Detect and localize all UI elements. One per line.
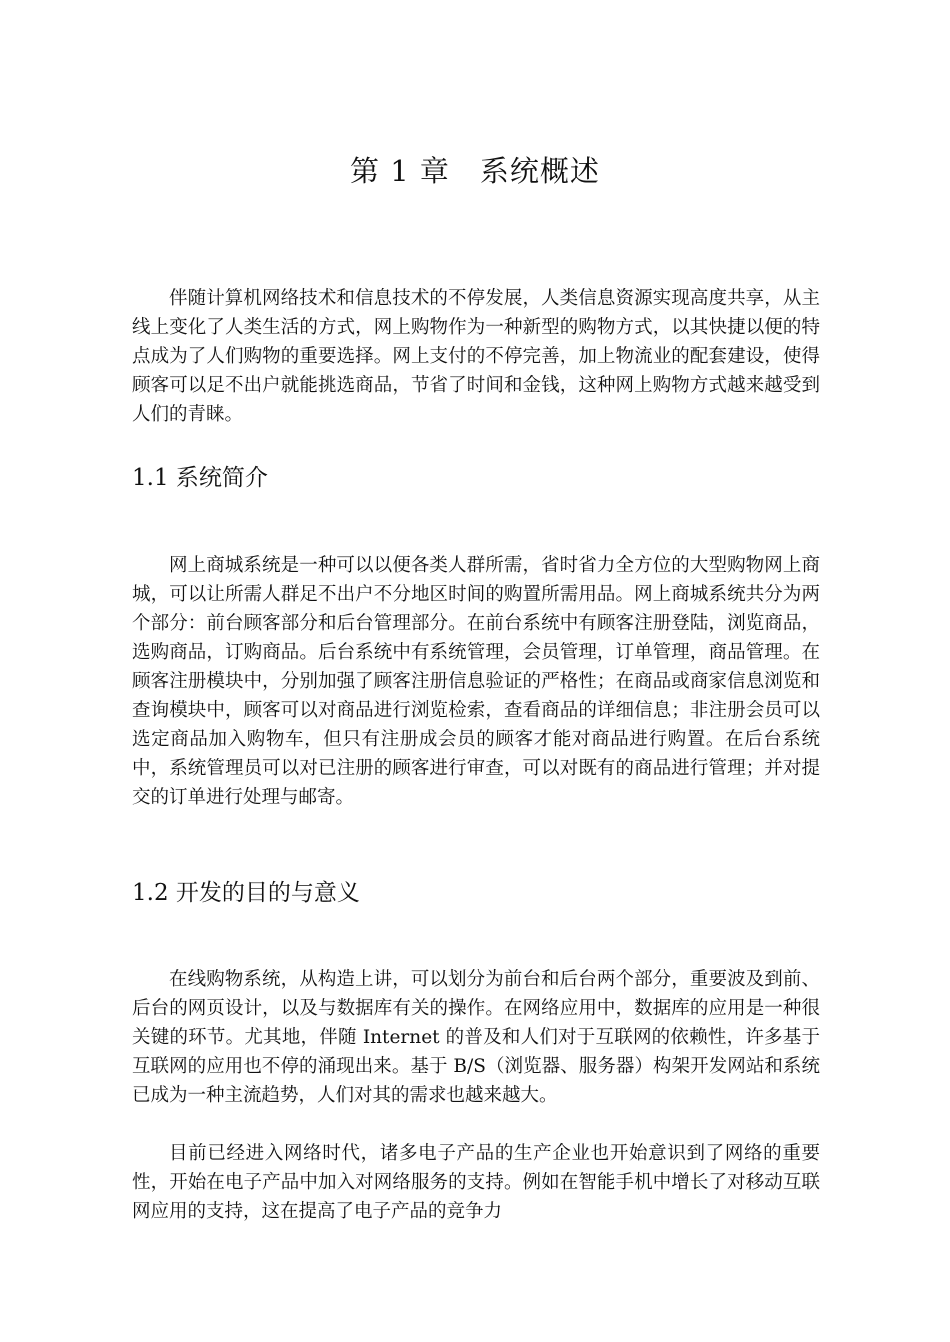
section-1-1-paragraph: 网上商城系统是一种可以以便各类人群所需，省时省力全方位的大型购物网上商城，可以让所需人群足不出户不分地区时间的购置所需用品。网上商城系统共分为两个部分：前台顾客部分和后台管理部分。在前台系统中有顾客注册登陆，浏览商品，选购商品，订购商品。后台系统中有系统管理，会员管理，订单管理，商品管理。在顾客注册模块中，分别加强了顾客注册信息验证的严格性；在商品或商家信息浏览和查询模块中，顾客可以对商品进行浏览检索，查看商品的详细信息；非注册会员可以选定商品加入购物车，但只有注册成会员的顾客才能对商品进行购置。在后台系统中，系统管理员可以对已注册的顾客进行审查，可以对既有的商品进行管理；并对提交的订单进行处理与邮寄。 xyxy=(132,555,820,808)
chapter-title: 第 1 章 系统概述 xyxy=(350,154,600,188)
intro-paragraph: 伴随计算机网络技术和信息技术的不停发展，人类信息资源实现高度共享，从主线上变化了人类生活的方式，网上购物作为一种新型的购物方式，以其快捷以便的特点成为了人们购物的重要选择。网上支付的不停完善，加上物流业的配套建设，使得顾客可以足不出户就能挑选商品，节省了时间和金钱，这种网上购物方式越来越受到人们的青睐。 xyxy=(132,288,820,425)
section-heading-1-1: 1.1 系统简介 xyxy=(132,465,268,491)
section-1-2-paragraph-1: 在线购物系统，从构造上讲，可以划分为前台和后台两个部分，重要波及到前、后台的网页设计，以及与数据库有关的操作。在网络应用中，数据库的应用是一种很关键的环节。尤其地，伴随 Internet 的普及和人们对于互联网的依赖性，许多基于互联网的应用也不停的涌现出来。基于 B/S（浏览器、服务器）构架开发网站和系统已成为一种主流趋势，人们对其的需求也越来越大。 xyxy=(132,969,820,1106)
section-1-2-paragraph-2: 目前已经进入网络时代，诸多电子产品的生产企业也开始意识到了网络的重要性，开始在电子产品中加入对网络服务的支持。例如在智能手机中增长了对移动互联网应用的支持，这在提高了电子产品的竞争力 xyxy=(132,1143,820,1222)
section-heading-1-2: 1.2 开发的目的与意义 xyxy=(132,880,360,906)
